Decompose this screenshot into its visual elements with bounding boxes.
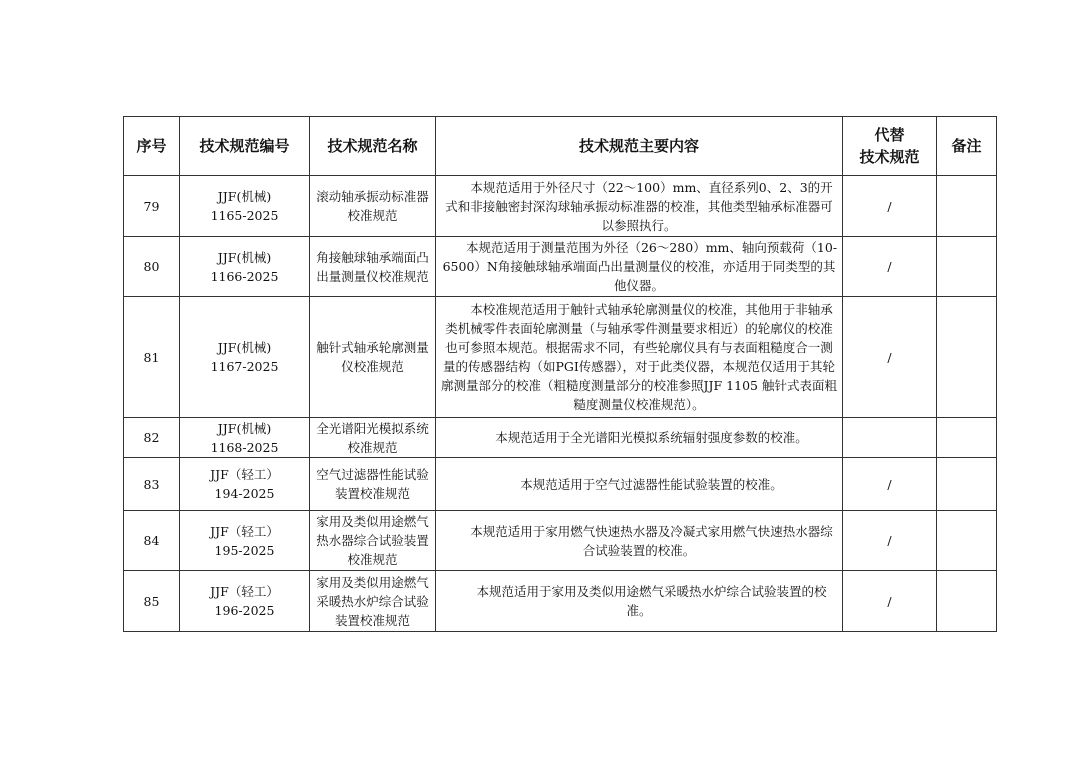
row-code-line2: 1165-2025 [210, 208, 279, 223]
row-content [436, 176, 843, 237]
row-no: 83 [124, 458, 180, 511]
row-content [436, 418, 843, 458]
row-replace: / [843, 237, 937, 297]
row-content-text: 本规范适用于家用燃气快速热水器及冷凝式家用燃气快速热水器综合试验装置的校准。 [470, 523, 833, 558]
row-content [436, 237, 843, 297]
header-no: 序号 [124, 117, 180, 176]
row-content [436, 511, 843, 571]
row-remark [937, 297, 997, 418]
row-no: 80 [124, 237, 180, 297]
header-replace-line2: 技术规范 [859, 148, 920, 166]
table-header-row [124, 117, 997, 176]
row-content [436, 571, 843, 632]
row-code [180, 458, 310, 511]
table-row [124, 418, 997, 458]
row-code-line1: JJF（轻工） [210, 523, 279, 539]
row-name: 家用及类似用途燃气采暖热水炉综合试验装置校准规范 [310, 571, 436, 632]
row-name: 触针式轴承轮廓测量仪校准规范 [310, 297, 436, 418]
row-code-line1: JJF(机械) [217, 189, 272, 204]
row-code-line1: JJF(机械) [217, 340, 272, 355]
row-code [180, 297, 310, 418]
table-row [124, 237, 997, 297]
row-remark [937, 237, 997, 297]
table-row [124, 511, 997, 571]
row-replace: / [843, 297, 937, 418]
row-replace: / [843, 571, 937, 632]
row-content-text: 本规范适用于全光谱阳光模拟系统辐射强度参数的校准。 [495, 430, 808, 445]
row-remark [937, 458, 997, 511]
row-name: 家用及类似用途燃气热水器综合试验装置校准规范 [310, 511, 436, 571]
row-content [436, 297, 843, 418]
table-row [124, 571, 997, 632]
table-row [124, 176, 997, 237]
spec-table [123, 116, 997, 632]
row-no: 85 [124, 571, 180, 632]
row-remark [937, 418, 997, 458]
row-code-line2: 1167-2025 [210, 359, 279, 374]
row-content-text: 本规范适用于家用及类似用途燃气采暖热水炉综合试验装置的校准。 [476, 584, 827, 618]
row-code [180, 511, 310, 571]
row-name: 空气过滤器性能试验装置校准规范 [310, 458, 436, 511]
row-code-line2: 194-2025 [214, 486, 275, 501]
row-code-line2: 195-2025 [214, 542, 275, 558]
row-content [436, 458, 843, 511]
row-replace: / [843, 458, 937, 511]
row-no: 81 [124, 297, 180, 418]
row-replace: / [843, 176, 937, 237]
row-no: 82 [124, 418, 180, 458]
row-name: 全光谱阳光模拟系统校准规范 [310, 418, 436, 458]
header-remark: 备注 [937, 117, 997, 176]
row-content-text: 本规范适用于外径尺寸（22～100）mm、直径系列0、2、3的开式和非接触密封深沟球轴承振动标准器的校准，其他类型轴承标准器可以参照执行。 [445, 179, 833, 233]
row-replace [843, 418, 937, 458]
row-code [180, 176, 310, 237]
row-no: 79 [124, 176, 180, 237]
row-name: 角接触球轴承端面凸出量测量仪校准规范 [310, 237, 436, 297]
row-content-text: 本规范适用于测量范围为外径（26～280）mm、轴向预载荷（10-6500）N角接触球轴承端面凸出量测量仪的校准，亦适用于同类型的其他仪器。 [442, 240, 838, 293]
row-remark [937, 511, 997, 571]
row-remark [937, 176, 997, 237]
row-remark [937, 571, 997, 632]
row-code [180, 237, 310, 297]
row-code [180, 418, 310, 458]
row-code-line2: 1166-2025 [210, 268, 279, 284]
row-code-line1: JJF（轻工） [210, 584, 279, 599]
table-row [124, 458, 997, 511]
row-content-text: 本规范适用于空气过滤器性能试验装置的校准。 [520, 476, 783, 492]
row-code-line1: JJF(机械) [217, 420, 272, 436]
row-replace: / [843, 511, 937, 571]
header-replace-line1: 代替 [874, 126, 905, 144]
header-code: 技术规范编号 [180, 117, 310, 176]
row-content-text: 本校准规范适用于触针式轴承轮廓测量仪的校准，其他用于非轴承类机械零件表面轮廓测量（与轴承零件测量要求相近）的轮廓仪的校准也可参照本规范。根据需求不同，有些轮廓仪具有与表面粗糙度合一测量的传感器结构（如PGI传感器），对于此类仪器，本规范仅适用于其轮廓测量部分的校准（粗糙度测量部分的校准参照JJF 1105 触针式表面粗糙度测量仪校准规范）。 [441, 302, 837, 412]
header-name: 技术规范名称 [310, 117, 436, 176]
row-code-line1: JJF（轻工） [210, 467, 279, 482]
header-replace [843, 117, 937, 176]
header-content: 技术规范主要内容 [436, 117, 843, 176]
row-name: 滚动轴承振动标准器校准规范 [310, 176, 436, 237]
row-code [180, 571, 310, 632]
row-code-line1: JJF(机械) [217, 249, 272, 265]
row-code-line2: 196-2025 [214, 603, 275, 618]
table-row [124, 297, 997, 418]
row-code-line2: 1168-2025 [210, 439, 279, 455]
row-no: 84 [124, 511, 180, 571]
